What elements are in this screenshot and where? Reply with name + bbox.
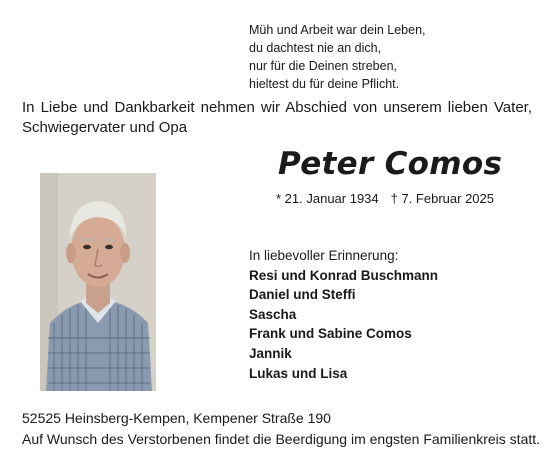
mourner-name: Sascha (249, 306, 297, 322)
funeral-notice: Auf Wunsch des Verstorbenen findet die Beerdigung im engsten Familienkreis statt. (22, 431, 541, 447)
birth-date: * 21. Januar 1934 (276, 191, 379, 206)
memorial-poem (249, 21, 426, 93)
mourner-name: Daniel und Steffi (249, 287, 356, 303)
poem-line: nur für die Deinen streben, (249, 59, 398, 73)
mourner-name: Frank und Sabine Comos (249, 326, 412, 342)
portrait-photo (40, 173, 156, 391)
deceased-name: Peter Comos (278, 146, 503, 182)
mourner-name: Resi und Konrad Buschmann (249, 267, 439, 283)
mourners-section (249, 246, 438, 383)
poem-line: du dachtest nie an dich, (249, 41, 382, 55)
address-line: 52525 Heinsberg-Kempen, Kempener Straße 190 (22, 410, 331, 426)
poem-line: hieltest du für deine Pflicht. (249, 77, 400, 91)
death-date: † 7. Februar 2025 (390, 191, 494, 206)
intro-text: In Liebe und Dankbarkeit nehmen wir Abschied von unserem lieben Vater, Schwiegervater und Opa (22, 99, 532, 136)
life-dates (276, 191, 494, 206)
mourner-name: Lukas und Lisa (249, 365, 348, 381)
mourner-name: Jannik (249, 345, 292, 361)
memory-label: In liebevoller Erinnerung: (249, 248, 399, 263)
poem-line: Müh und Arbeit war dein Leben, (249, 23, 426, 37)
